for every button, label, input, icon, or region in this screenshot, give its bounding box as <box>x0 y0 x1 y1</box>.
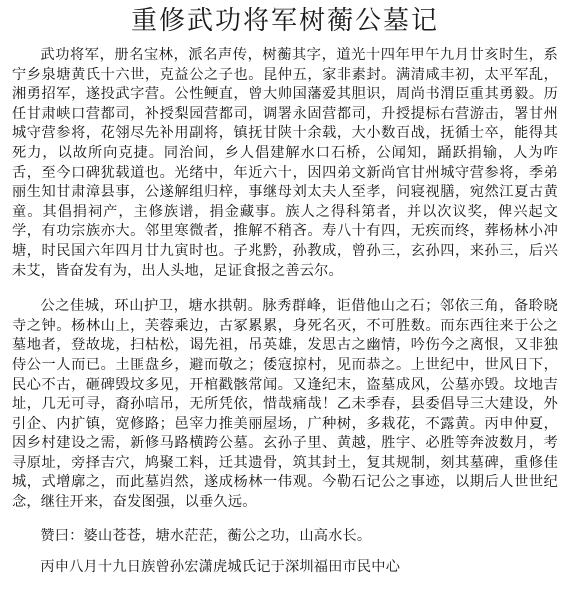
paragraph-spacer <box>12 546 558 558</box>
biography-paragraph: 武功将军，册名宝林，派名声传，树蘅其字，道光十四年甲午九月廿亥时生，系宁乡泉塘黄氏十六世，克益公之子也。昆仲五，家非素封。满清咸丰初，太平军乱，湘勇招军，遂投武字营。公性鲠直，曾大帅国藩爱其胆识，周尚书渭臣重其勇毅。历任甘肃峡口营都司，补授梨园营都司，调署永固营都司，升授提标右营游击，署甘州城守营参将，花翎尽先补用副将，镇抚甘陕十余载，大小数百战，抚循士卒，能得其死力，以故所向克捷。同治间，乡人倡建解水口石桥，公闻知，踊跃捐输，人为咋舌，至今口碑犹载道也。光绪中，年近六十，因四弟文新尚官甘州城守营参将，季弟丽生知甘肃漳县事，公遂解组归梓，事继母刘太夫人至孝，问寝视膳，宛然江夏古黄童。其倡捐祠产，主修族谱，捐金藏事。族人之得科第者，并以次议奖，俾兴起文学，有功宗族亦大。邻里寒微者，推解不稍吝。寿八十有四，无疾而终，葬杨林小冲塘，时民国六年四月廿九寅时也。子兆黔，孙教成，曾孙三，玄孙四，来孙三，后兴未艾，皆奋发有为，出人头地，足证食报之善云尔。 <box>12 47 558 279</box>
document-title: 重修武功将军树蘅公墓记 <box>130 6 439 36</box>
tomb-history-paragraph: 公之佳城，环山护卫，塘水拱朝。脉秀群峰，讵借他山之石；邻依三角，备聆晓寺之钟。杨林山上，芙蓉乘边，古冢累累，身死名灭，不可胜数。而东西往来于公之墓地者，登故垅，扫枯松，谒先祖，吊英雄，发思古之幽情，吟伤今之离恨，又非独侍公一人而已。土匪盘乡，避而敬之；倭寇掠村，见而恭之。上世纪中，世风日下，民心不古，砸碑毁坟多见，开棺戳骸常闻。又逢纪末，盗墓成风，公墓亦毁。坟地吉址，几无可寻，裔孙唁吊，无所凭依，惜哉痛哉！乙未季春，县委倡导三大建设，外引企、内扩镇，宽修路；邑宰力推美丽屋场，广种树，多栽花，不露黄。丙申仲夏，因乡村建设之需，新修马路横跨公墓。玄孙子里、黄越，胜宇、必胜等奔波数月，考寻原址，旁择吉穴，鸠聚工料，迁其遗骨，筑其封土，复其规制，刻其墓碑，重修佳城，式增廓之，而此墓岿然，遂成杨林一伟观。今勒石记公之事迹，以期后人世世纪念，继往开来，奋发图强，以垂久远。 <box>12 298 558 511</box>
eulogy-paragraph: 赞曰：婆山苍苍，塘水茫茫，蘅公之功，山高水长。 <box>40 527 372 544</box>
paragraph-spacer <box>12 281 558 297</box>
paragraph-spacer <box>12 513 558 527</box>
signature-paragraph: 丙申八月十九日族曾孙宏潇虎城氏记于深圳福田市民中心 <box>40 559 401 576</box>
